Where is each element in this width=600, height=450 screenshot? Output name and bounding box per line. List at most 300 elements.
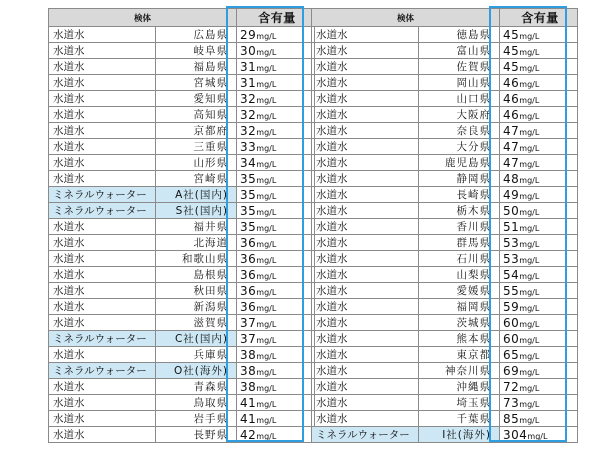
table-row	[49, 27, 315, 43]
content-cell	[237, 123, 315, 139]
content-unit: mg/L	[519, 367, 540, 377]
sample-place-cell: S社(国内)	[156, 203, 237, 219]
sample-place-cell: 群馬県	[419, 235, 500, 251]
sample-type-cell: 水道水	[49, 43, 156, 59]
sample-place-cell: 大阪府	[419, 107, 500, 123]
table-row	[312, 315, 578, 331]
sample-type-cell: 水道水	[312, 203, 419, 219]
sample-type-cell: 水道水	[312, 331, 419, 347]
sample-type-cell: 水道水	[49, 155, 156, 171]
content-unit: mg/L	[256, 351, 277, 361]
table-row	[49, 187, 315, 203]
table-row	[312, 155, 578, 171]
table-row	[49, 75, 315, 91]
sample-type-cell: 水道水	[49, 347, 156, 363]
content-unit: mg/L	[519, 143, 540, 153]
content-cell	[237, 171, 315, 187]
content-value: 38	[240, 347, 257, 362]
content-cell	[500, 43, 578, 59]
content-cell	[237, 411, 315, 427]
content-cell	[500, 139, 578, 155]
sample-type-cell: 水道水	[49, 315, 156, 331]
content-cell	[500, 283, 578, 299]
sample-type-cell: 水道水	[312, 299, 419, 315]
content-value: 46	[503, 107, 520, 122]
table-row	[49, 203, 315, 219]
table-row	[312, 283, 578, 299]
content-value: 45	[503, 59, 520, 74]
left-table-body	[49, 27, 315, 443]
sample-type-cell: 水道水	[312, 283, 419, 299]
table-row	[312, 347, 578, 363]
content-value: 53	[503, 235, 520, 250]
content-cell	[237, 59, 315, 75]
content-cell	[500, 363, 578, 379]
sample-type-cell: 水道水	[312, 347, 419, 363]
sample-place-cell: 長崎県	[419, 187, 500, 203]
table-row	[312, 363, 578, 379]
content-unit: mg/L	[519, 159, 540, 169]
content-cell	[237, 203, 315, 219]
content-cell	[500, 59, 578, 75]
content-value: 36	[240, 283, 257, 298]
content-unit: mg/L	[256, 127, 277, 137]
sample-place-cell: 山形県	[156, 155, 237, 171]
content-cell	[237, 107, 315, 123]
table-row	[49, 363, 315, 379]
content-cell	[237, 363, 315, 379]
sample-place-cell: 新潟県	[156, 299, 237, 315]
content-unit: mg/L	[519, 31, 540, 41]
content-unit: mg/L	[519, 127, 540, 137]
content-cell	[237, 155, 315, 171]
content-cell	[500, 411, 578, 427]
content-cell	[237, 75, 315, 91]
sample-type-cell: 水道水	[49, 107, 156, 123]
content-unit: mg/L	[256, 383, 277, 393]
sample-type-cell: 水道水	[312, 27, 419, 43]
table-row	[49, 219, 315, 235]
sample-place-cell: 奈良県	[419, 123, 500, 139]
sample-place-cell: 徳島県	[419, 27, 500, 43]
sample-place-cell: 福島県	[156, 59, 237, 75]
sample-type-cell: 水道水	[312, 123, 419, 139]
sample-type-cell: 水道水	[312, 171, 419, 187]
sample-type-cell: 水道水	[49, 235, 156, 251]
table-row	[49, 171, 315, 187]
content-value: 35	[240, 187, 257, 202]
content-unit: mg/L	[519, 79, 540, 89]
content-value: 54	[503, 267, 520, 282]
content-value: 36	[240, 251, 257, 266]
sample-type-cell: 水道水	[312, 395, 419, 411]
content-value: 35	[240, 203, 257, 218]
content-unit: mg/L	[519, 95, 540, 105]
sample-type-cell: 水道水	[312, 107, 419, 123]
sample-place-cell: 秋田県	[156, 283, 237, 299]
sample-place-cell: 東京都	[419, 347, 500, 363]
content-header: 含有量	[500, 9, 578, 27]
content-value: 37	[240, 331, 257, 346]
content-unit: mg/L	[256, 399, 277, 409]
content-unit: mg/L	[256, 415, 277, 425]
sample-type-cell: 水道水	[49, 75, 156, 91]
content-value: 85	[503, 411, 520, 426]
table-row	[312, 331, 578, 347]
content-cell	[500, 299, 578, 315]
content-value: 38	[240, 379, 257, 394]
sample-place-cell: 山梨県	[419, 267, 500, 283]
sample-place-cell: 福岡県	[419, 299, 500, 315]
table-row	[49, 395, 315, 411]
content-unit: mg/L	[256, 335, 277, 345]
content-value: 30	[240, 43, 257, 58]
table-row	[49, 235, 315, 251]
sample-header: 検体	[49, 9, 237, 27]
table-row	[49, 107, 315, 123]
sample-type-cell: 水道水	[312, 379, 419, 395]
content-cell	[237, 91, 315, 107]
content-unit: mg/L	[256, 47, 277, 57]
content-unit: mg/L	[519, 191, 540, 201]
content-value: 51	[503, 219, 520, 234]
content-value: 65	[503, 347, 520, 362]
content-value: 37	[240, 315, 257, 330]
sample-place-cell: 千葉県	[419, 411, 500, 427]
content-unit: mg/L	[256, 431, 277, 441]
sample-type-cell: 水道水	[49, 299, 156, 315]
table-row	[49, 347, 315, 363]
sample-type-cell: 水道水	[312, 139, 419, 155]
table-row	[49, 411, 315, 427]
sample-place-cell: 島根県	[156, 267, 237, 283]
sample-type-cell: 水道水	[49, 251, 156, 267]
content-unit: mg/L	[527, 431, 548, 441]
content-cell	[237, 27, 315, 43]
content-unit: mg/L	[519, 271, 540, 281]
content-unit: mg/L	[519, 351, 540, 361]
sample-place-cell: 滋賀県	[156, 315, 237, 331]
content-value: 60	[503, 331, 520, 346]
sample-place-cell: 岐阜県	[156, 43, 237, 59]
content-cell	[237, 299, 315, 315]
content-cell	[500, 107, 578, 123]
content-unit: mg/L	[519, 415, 540, 425]
content-value: 46	[503, 91, 520, 106]
table-row	[49, 139, 315, 155]
content-unit: mg/L	[256, 63, 277, 73]
sample-place-cell: 長野県	[156, 427, 237, 443]
sample-header: 検体	[312, 9, 500, 27]
content-value: 29	[240, 27, 257, 42]
content-value: 45	[503, 27, 520, 42]
sample-place-cell: 青森県	[156, 379, 237, 395]
sample-type-cell: 水道水	[49, 379, 156, 395]
sample-place-cell: 鹿児島県	[419, 155, 500, 171]
content-value: 55	[503, 283, 520, 298]
sample-place-cell: 北海道	[156, 235, 237, 251]
table-row	[312, 43, 578, 59]
table-row	[49, 331, 315, 347]
content-value: 41	[240, 395, 257, 410]
table-header	[312, 9, 578, 27]
table-row	[49, 267, 315, 283]
sample-type-cell: 水道水	[312, 59, 419, 75]
sample-type-cell: 水道水	[312, 75, 419, 91]
table-row	[312, 395, 578, 411]
sample-place-cell: A社(国内)	[156, 187, 237, 203]
sample-place-cell: 静岡県	[419, 171, 500, 187]
content-value: 36	[240, 267, 257, 282]
content-cell	[237, 283, 315, 299]
sample-place-cell: 和歌山県	[156, 251, 237, 267]
content-value: 46	[503, 75, 520, 90]
content-value: 31	[240, 75, 257, 90]
content-cell	[500, 203, 578, 219]
sample-place-cell: 神奈川県	[419, 363, 500, 379]
content-cell	[500, 75, 578, 91]
sample-place-cell: 佐賀県	[419, 59, 500, 75]
sample-type-cell: 水道水	[312, 187, 419, 203]
content-value: 38	[240, 363, 257, 378]
table-row	[312, 139, 578, 155]
content-header: 含有量	[237, 9, 315, 27]
content-cell	[500, 315, 578, 331]
content-unit: mg/L	[256, 271, 277, 281]
sample-type-cell: 水道水	[49, 411, 156, 427]
sample-type-cell: 水道水	[312, 219, 419, 235]
table-row	[49, 427, 315, 443]
table-row	[49, 379, 315, 395]
sample-place-cell: 三重県	[156, 139, 237, 155]
content-value: 49	[503, 187, 520, 202]
table-row	[312, 107, 578, 123]
sample-type-cell: ミネラルウォーター	[49, 203, 156, 219]
sample-type-cell: ミネラルウォーター	[49, 187, 156, 203]
content-value: 69	[503, 363, 520, 378]
content-unit: mg/L	[256, 207, 277, 217]
content-unit: mg/L	[256, 79, 277, 89]
content-value: 72	[503, 379, 520, 394]
content-cell	[500, 331, 578, 347]
content-cell	[500, 347, 578, 363]
content-unit: mg/L	[519, 303, 540, 313]
content-value: 32	[240, 107, 257, 122]
table-row	[312, 75, 578, 91]
content-value: 47	[503, 123, 520, 138]
table-row	[312, 171, 578, 187]
content-cell	[500, 251, 578, 267]
sample-type-cell: 水道水	[312, 43, 419, 59]
sample-place-cell: 鳥取県	[156, 395, 237, 411]
content-value: 42	[240, 427, 257, 442]
content-cell	[500, 27, 578, 43]
content-value: 41	[240, 411, 257, 426]
sample-place-cell: 栃木県	[419, 203, 500, 219]
sample-type-cell: 水道水	[312, 411, 419, 427]
content-unit: mg/L	[256, 175, 277, 185]
content-cell	[500, 267, 578, 283]
content-value: 32	[240, 123, 257, 138]
content-value: 35	[240, 171, 257, 186]
content-value: 32	[240, 91, 257, 106]
left-table	[48, 8, 315, 443]
sample-place-cell: 山口県	[419, 91, 500, 107]
table-row	[312, 27, 578, 43]
content-cell	[500, 91, 578, 107]
table-row	[49, 283, 315, 299]
content-unit: mg/L	[256, 143, 277, 153]
content-cell	[237, 267, 315, 283]
content-unit: mg/L	[519, 207, 540, 217]
content-cell	[500, 379, 578, 395]
content-unit: mg/L	[256, 367, 277, 377]
content-unit: mg/L	[519, 383, 540, 393]
sample-type-cell: 水道水	[49, 219, 156, 235]
content-cell	[500, 155, 578, 171]
table-row	[49, 299, 315, 315]
table-row	[312, 267, 578, 283]
right-table-body	[312, 27, 578, 443]
table-row	[312, 251, 578, 267]
content-unit: mg/L	[519, 399, 540, 409]
content-cell	[237, 251, 315, 267]
content-value: 31	[240, 59, 257, 74]
sample-place-cell: 愛知県	[156, 91, 237, 107]
sample-type-cell: ミネラルウォーター	[49, 331, 156, 347]
table-row	[49, 251, 315, 267]
content-value: 73	[503, 395, 520, 410]
sample-type-cell: ミネラルウォーター	[49, 363, 156, 379]
sample-place-cell: 岡山県	[419, 75, 500, 91]
table-row	[49, 155, 315, 171]
table-row	[49, 91, 315, 107]
content-unit: mg/L	[519, 47, 540, 57]
table-row	[49, 315, 315, 331]
content-unit: mg/L	[256, 111, 277, 121]
content-value: 34	[240, 155, 257, 170]
sample-type-cell: 水道水	[49, 427, 156, 443]
content-value: 47	[503, 155, 520, 170]
content-value: 36	[240, 299, 257, 314]
content-cell	[237, 235, 315, 251]
content-value: 45	[503, 43, 520, 58]
content-cell	[237, 331, 315, 347]
table-header	[49, 9, 315, 27]
table-row	[312, 411, 578, 427]
sample-place-cell: 岩手県	[156, 411, 237, 427]
sample-type-cell: 水道水	[49, 59, 156, 75]
content-unit: mg/L	[519, 175, 540, 185]
content-unit: mg/L	[519, 255, 540, 265]
table-row	[312, 91, 578, 107]
sample-place-cell: 広島県	[156, 27, 237, 43]
table-row	[312, 219, 578, 235]
sample-place-cell: 富山県	[419, 43, 500, 59]
content-cell	[237, 427, 315, 443]
sample-type-cell: 水道水	[312, 235, 419, 251]
content-unit: mg/L	[256, 303, 277, 313]
content-cell	[500, 123, 578, 139]
content-unit: mg/L	[519, 111, 540, 121]
sample-place-cell: 宮崎県	[156, 171, 237, 187]
content-unit: mg/L	[256, 287, 277, 297]
content-value: 59	[503, 299, 520, 314]
sample-place-cell: C社(国内)	[156, 331, 237, 347]
sample-type-cell: 水道水	[49, 123, 156, 139]
sample-place-cell: 宮城県	[156, 75, 237, 91]
content-unit: mg/L	[256, 255, 277, 265]
content-unit: mg/L	[519, 63, 540, 73]
sample-place-cell: 埼玉県	[419, 395, 500, 411]
right-table	[311, 8, 578, 443]
content-value: 47	[503, 139, 520, 154]
content-cell	[237, 315, 315, 331]
sample-type-cell: 水道水	[312, 155, 419, 171]
content-cell	[237, 187, 315, 203]
content-value: 304	[503, 427, 528, 442]
sample-place-cell: 兵庫県	[156, 347, 237, 363]
table-row	[312, 235, 578, 251]
table-row	[312, 299, 578, 315]
content-value: 36	[240, 235, 257, 250]
sample-type-cell: 水道水	[49, 91, 156, 107]
content-unit: mg/L	[256, 319, 277, 329]
sample-type-cell: 水道水	[312, 251, 419, 267]
content-cell	[237, 43, 315, 59]
content-cell	[500, 235, 578, 251]
sample-type-cell: 水道水	[312, 363, 419, 379]
table-row	[312, 123, 578, 139]
content-unit: mg/L	[519, 239, 540, 249]
content-unit: mg/L	[256, 95, 277, 105]
sample-place-cell: 愛媛県	[419, 283, 500, 299]
sample-type-cell: 水道水	[312, 267, 419, 283]
table-row	[312, 427, 578, 443]
sample-place-cell: 熊本県	[419, 331, 500, 347]
table-row	[49, 43, 315, 59]
content-cell	[500, 187, 578, 203]
sample-type-cell: ミネラルウォーター	[312, 427, 419, 443]
sample-type-cell: 水道水	[49, 171, 156, 187]
content-cell	[237, 139, 315, 155]
sample-place-cell: 福井県	[156, 219, 237, 235]
sample-place-cell: 大分県	[419, 139, 500, 155]
content-cell	[500, 395, 578, 411]
content-cell	[500, 171, 578, 187]
sample-place-cell: I社(海外)	[419, 427, 500, 443]
sample-place-cell: O社(海外)	[156, 363, 237, 379]
sample-place-cell: 高知県	[156, 107, 237, 123]
table-row	[312, 203, 578, 219]
sample-type-cell: 水道水	[49, 27, 156, 43]
sample-type-cell: 水道水	[312, 91, 419, 107]
sample-type-cell: 水道水	[49, 395, 156, 411]
content-unit: mg/L	[519, 223, 540, 233]
content-value: 50	[503, 203, 520, 218]
table-row	[312, 187, 578, 203]
content-unit: mg/L	[256, 223, 277, 233]
content-unit: mg/L	[256, 159, 277, 169]
content-value: 53	[503, 251, 520, 266]
content-value: 35	[240, 219, 257, 234]
content-cell	[500, 427, 578, 443]
sample-type-cell: 水道水	[312, 315, 419, 331]
table-row	[49, 123, 315, 139]
sample-place-cell: 茨城県	[419, 315, 500, 331]
sample-type-cell: 水道水	[49, 267, 156, 283]
sample-type-cell: 水道水	[49, 139, 156, 155]
